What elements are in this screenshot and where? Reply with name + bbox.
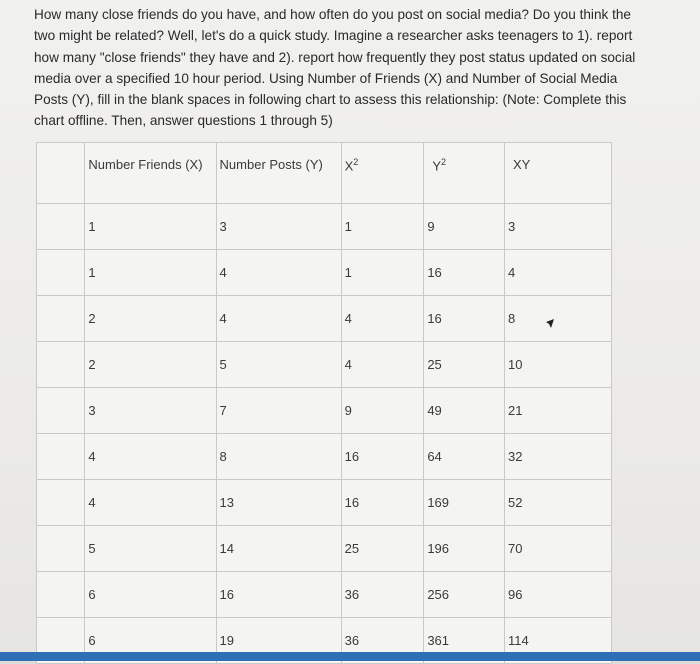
- prompt-line: media over a specified 10 hour period. Using Number of Friends (X) and Number of Social Media: [34, 70, 618, 86]
- header-row: [37, 143, 612, 204]
- cell-y2: 9: [424, 204, 505, 250]
- cell-y: 16: [216, 572, 341, 618]
- window-bottom-bar: [0, 652, 700, 661]
- header-x: Number Friends (X): [85, 143, 216, 204]
- prompt-line: chart offline. Then, answer questions 1 through 5): [34, 113, 333, 129]
- blank-cell: [37, 434, 85, 480]
- cell-xy: 21: [505, 388, 612, 434]
- cell-x: 1: [85, 204, 216, 250]
- cell-x: 1: [85, 250, 216, 296]
- cell-xy: 32: [505, 434, 612, 480]
- table-body: [37, 204, 612, 664]
- cell-x2: 36: [341, 618, 424, 664]
- cell-x: 4: [85, 434, 216, 480]
- data-table: [36, 142, 612, 664]
- cell-y2: 49: [424, 388, 505, 434]
- cell-x2: 25: [341, 526, 424, 572]
- header-y2-exp: 2: [441, 157, 447, 167]
- table-row: [37, 342, 612, 388]
- cell-x2: 9: [341, 388, 424, 434]
- cell-x2: 16: [341, 434, 424, 480]
- question-prompt: [34, 4, 654, 132]
- cell-xy: 3: [505, 204, 612, 250]
- cell-y2: 25: [424, 342, 505, 388]
- cell-y2: 16: [424, 250, 505, 296]
- blank-header-cell: [37, 143, 85, 204]
- cell-y2: 361: [424, 618, 505, 664]
- table-row: [37, 572, 612, 618]
- table-row: [37, 480, 612, 526]
- table-row: [37, 296, 612, 342]
- header-y2-base: Y: [432, 158, 441, 174]
- cell-y: 19: [216, 618, 341, 664]
- header-x2-exp: 2: [353, 157, 359, 167]
- header-y2: [424, 143, 505, 204]
- cell-xy: 70: [505, 526, 612, 572]
- cell-x: 5: [85, 526, 216, 572]
- cell-x: 2: [85, 296, 216, 342]
- blank-cell: [37, 388, 85, 434]
- cell-y: 3: [216, 204, 341, 250]
- blank-cell: [37, 342, 85, 388]
- table-row: [37, 388, 612, 434]
- cell-y: 4: [216, 296, 341, 342]
- cell-x: 4: [85, 480, 216, 526]
- cell-y2: 169: [424, 480, 505, 526]
- cell-y2: 64: [424, 434, 505, 480]
- cell-x: 2: [85, 342, 216, 388]
- table-row: [37, 250, 612, 296]
- cell-y: 8: [216, 434, 341, 480]
- blank-cell: [37, 526, 85, 572]
- cell-y: 13: [216, 480, 341, 526]
- cell-y: 14: [216, 526, 341, 572]
- cell-x: 6: [85, 572, 216, 618]
- cell-y2: 16: [424, 296, 505, 342]
- header-x2: [341, 143, 424, 204]
- header-y: Number Posts (Y): [216, 143, 341, 204]
- cell-x: 3: [85, 388, 216, 434]
- prompt-line: two might be related? Well, let's do a quick study. Imagine a researcher asks teenagers to 1). report: [34, 28, 633, 44]
- cell-xy: 96: [505, 572, 612, 618]
- mouse-pointer-icon: [543, 318, 555, 330]
- cell-x2: 1: [341, 204, 424, 250]
- cell-y: 4: [216, 250, 341, 296]
- cell-x2: 16: [341, 480, 424, 526]
- blank-cell: [37, 572, 85, 618]
- blank-cell: [37, 296, 85, 342]
- cell-y: 7: [216, 388, 341, 434]
- blank-cell: [37, 204, 85, 250]
- cell-x2: 4: [341, 342, 424, 388]
- table-row: [37, 526, 612, 572]
- cell-xy: 52: [505, 480, 612, 526]
- cell-y2: 256: [424, 572, 505, 618]
- prompt-line: How many close friends do you have, and how often do you post on social media? Do you think the: [34, 7, 631, 22]
- cell-x2: 36: [341, 572, 424, 618]
- table-row: [37, 434, 612, 480]
- blank-cell: [37, 480, 85, 526]
- cell-x: 6: [85, 618, 216, 664]
- prompt-line: how many "close friends" they have and 2). report how frequently they post status updated on social: [34, 49, 636, 65]
- cell-xy: 10: [505, 342, 612, 388]
- cell-y: 5: [216, 342, 341, 388]
- cell-x2: 1: [341, 250, 424, 296]
- blank-cell: [37, 250, 85, 296]
- cell-y2: 196: [424, 526, 505, 572]
- cell-x2: 4: [341, 296, 424, 342]
- header-x2-base: X: [344, 158, 354, 174]
- prompt-line: Posts (Y), fill in the blank spaces in following chart to assess this relationship: (Note: Complete this: [34, 92, 627, 108]
- header-xy: XY: [505, 143, 612, 204]
- table-row: [37, 204, 612, 250]
- cell-xy: 8: [505, 296, 612, 342]
- cell-xy: 4: [505, 250, 612, 296]
- cell-xy: 114: [505, 618, 612, 664]
